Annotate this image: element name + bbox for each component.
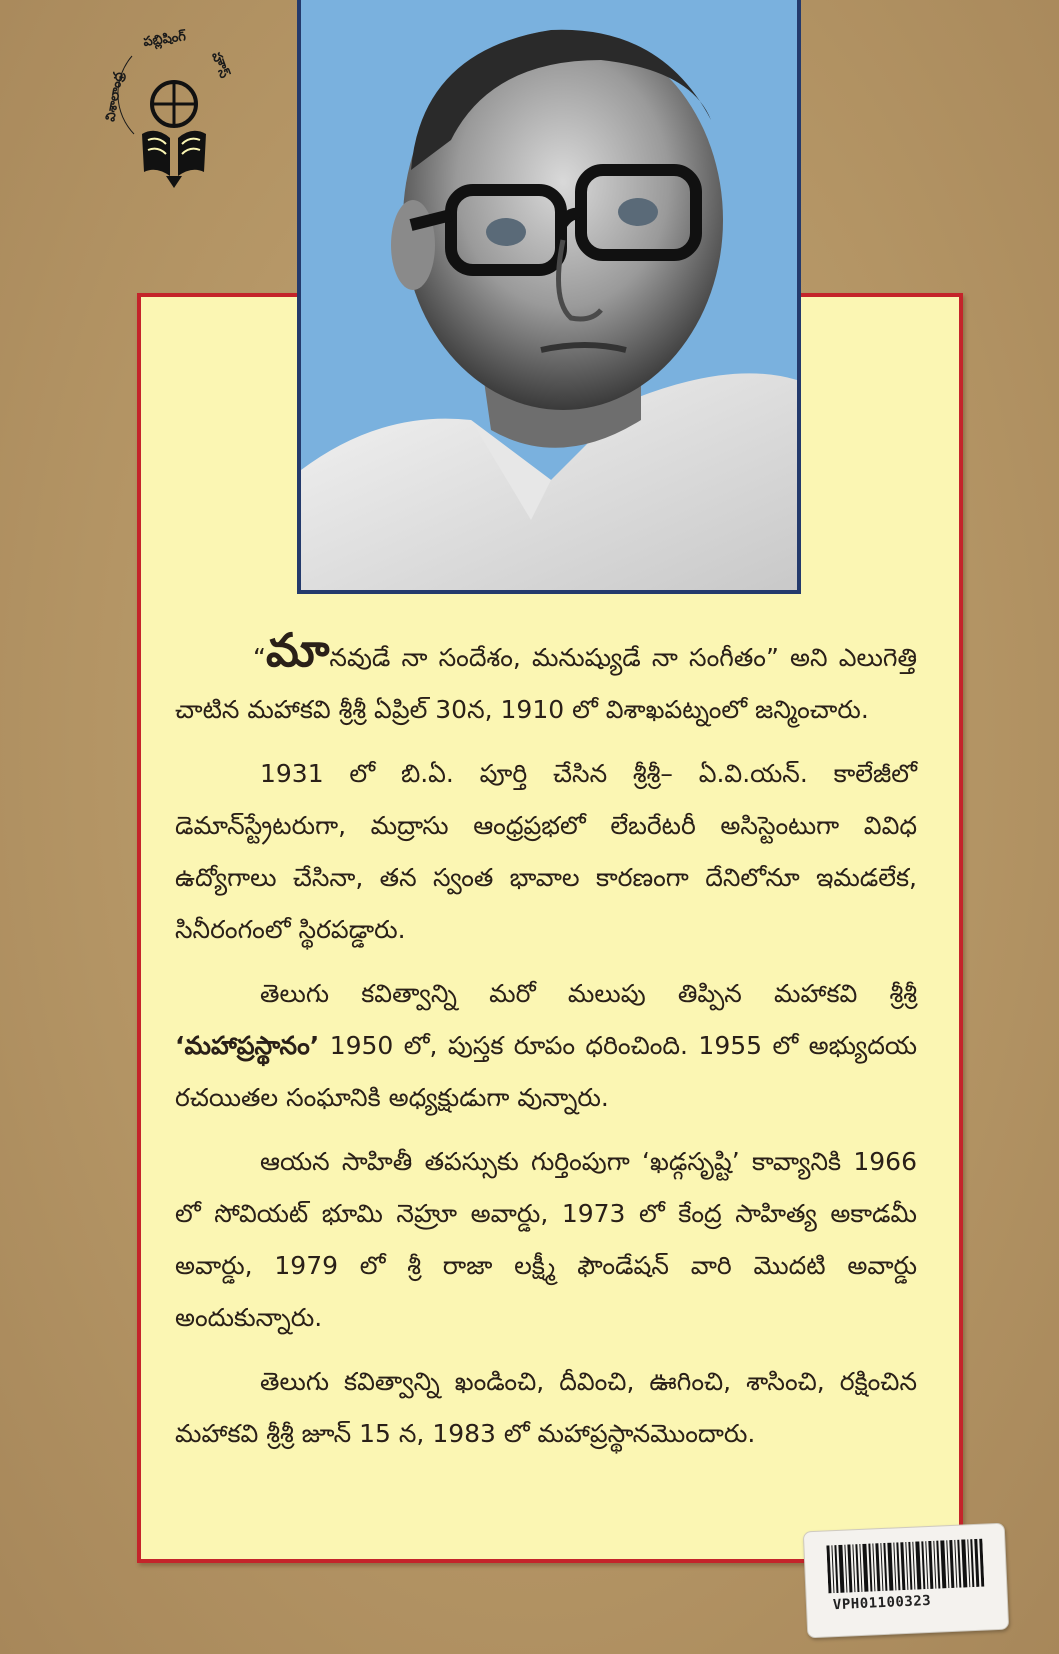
bio-dropcap: మా <box>265 623 330 677</box>
barcode-icon <box>826 1539 984 1594</box>
bio-paragraph-2: 1931 లో బి.ఏ. పూర్తి చేసిన శ్రీశ్రీ– ఏ.వి.యన్. కాలేజీలో డెమాన్‌స్ట్రేటరుగా, మద్రాసు ఆంధ్రప్రభలో లేబరేటరీ అసిస్టెంటుగా వివిధ ఉద్యోగాలు చేసినా, తన స్వంత భావాల కారణంగా దేనిలోనూ ఇమడలేక, సినీరంగంలో స్థిరపడ్డారు. <box>175 759 917 944</box>
publisher-logo <box>104 26 244 196</box>
bio-paragraph-3-end: 1950 లో, పుస్తక రూపం ధరించింది. 1955 లో అభ్యుదయ రచయితల సంఘానికి అధ్యక్షుడుగా వున్నారు. <box>175 1031 917 1112</box>
publisher-logo-icon <box>104 26 244 196</box>
svg-text:పబ్లిషింగ్: పబ్లిషింగ్ <box>142 29 187 50</box>
svg-text:విశాలాంధ్ర: విశాలాంధ్ర <box>104 70 127 123</box>
barcode-sticker <box>803 1523 1009 1639</box>
bio-paragraph-5: తెలుగు కవిత్వాన్ని ఖండించి, దీవించి, ఊగించి, శాసించి, రక్షించిన మహాకవి శ్రీశ్రీ జూన్ 15 న, 1983 లో మహాప్రస్థానమొందారు. <box>175 1367 917 1448</box>
bio-paragraph-1 <box>175 623 917 736</box>
barcode-code: VPH01100323 <box>832 1592 932 1614</box>
bio-paragraph-1-text: నవుడే నా సందేశం, మనుష్యుడే నా సంగీతం” అని ఎలుగెత్తి చాటిన మహాకవి శ్రీశ్రీ ఏప్రిల్ 30న, 1910 లో విశాఖపట్నంలో జన్మించారు. <box>175 643 917 724</box>
svg-text:హౌస్: హౌస్ <box>208 50 232 81</box>
book-title-mahaprasthanam: ‘మహాప్రస్థానం’ <box>175 1031 320 1060</box>
author-portrait <box>297 0 801 594</box>
portrait-image <box>301 0 797 590</box>
open-quote: “ <box>253 643 266 672</box>
bio-paragraph-4: ఆయన సాహితీ తపస్సుకు గుర్తింపుగా ‘ఖడ్గసృష్టి’ కావ్యానికి 1966 లో సోవియట్ భూమి నెహ్రూ అవార్డు, 1973 లో కేంద్ర సాహిత్య అకాడమీ అవార్డు, 1979 లో శ్రీ రాజా లక్ష్మీ ఫౌండేషన్ వారి మొదటి అవార్డు అందుకున్నారు. <box>175 1147 917 1332</box>
author-biography <box>175 623 917 1472</box>
bio-paragraph-3 <box>175 968 917 1124</box>
bio-paragraph-3-start: తెలుగు కవిత్వాన్ని మరో మలుపు తిప్పిన మహాకవి శ్రీశ్రీ <box>260 979 917 1008</box>
